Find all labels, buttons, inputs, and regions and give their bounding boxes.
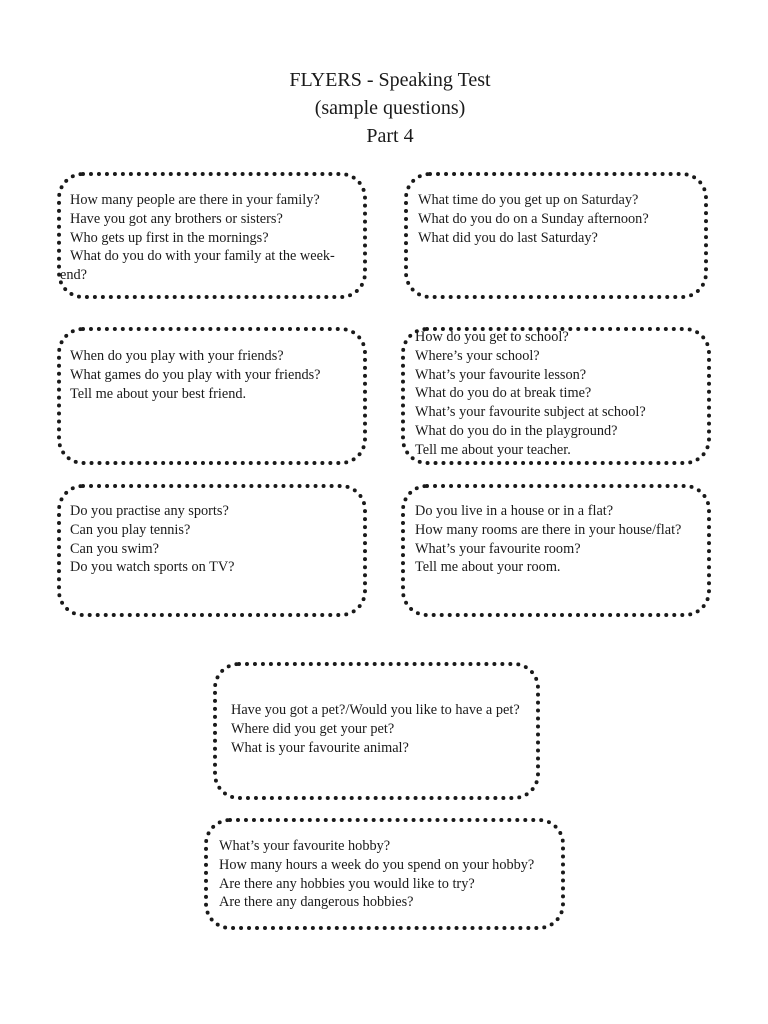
question-item: What’s your favourite lesson? <box>415 366 587 383</box>
question-item: How many people are there in your family? <box>70 192 320 208</box>
question-list-pets <box>231 701 520 757</box>
question-item: Have you got any brothers or sisters? <box>70 210 283 227</box>
question-item: What’s your favourite room? <box>415 540 581 557</box>
question-item: When do you play with your friends? <box>70 348 284 364</box>
question-list-school <box>415 328 646 460</box>
question-list-sports <box>70 502 235 577</box>
question-list-hobbies <box>219 837 534 912</box>
question-item: Do you watch sports on TV? <box>70 559 235 576</box>
question-item: Where’s your school? <box>415 347 540 364</box>
question-item: Can you swim? <box>70 540 159 557</box>
question-item: What is your favourite animal? <box>231 739 409 756</box>
question-item: Tell me about your best friend. <box>70 385 247 402</box>
question-item: What do you do in the playground? <box>415 422 618 439</box>
title-line-2: (sample questions) <box>314 97 466 119</box>
question-item: What do you do on a Sunday afternoon? <box>418 210 649 227</box>
question-item: How do you get to school? <box>415 329 569 345</box>
question-item: Tell me about your teacher. <box>415 441 571 458</box>
question-item: What’s your favourite hobby? <box>219 838 391 854</box>
question-item: What did you do last Saturday? <box>418 229 598 246</box>
question-list-friends <box>70 347 321 403</box>
question-item: Have you got a pet?/Would you like to have a pet? <box>231 702 520 718</box>
page-title <box>0 66 768 150</box>
question-item: What games do you play with your friends? <box>70 366 321 383</box>
question-item: Are there any hobbies you would like to try? <box>219 875 475 892</box>
question-item: What’s your favourite subject at school? <box>415 404 646 421</box>
question-item: How many rooms are there in your house/flat? <box>415 521 682 538</box>
question-item: What do you do with your family at the week-end? <box>60 248 335 284</box>
question-item: How many hours a week do you spend on your hobby? <box>219 856 535 873</box>
question-item: Who gets up first in the mornings? <box>70 229 269 246</box>
title-line-3: Part 4 <box>366 125 414 147</box>
question-item: Can you play tennis? <box>70 521 191 538</box>
question-item: Tell me about your room. <box>415 559 561 576</box>
question-list-weekend <box>418 191 649 247</box>
question-list-family <box>60 191 352 285</box>
question-item: What do you do at break time? <box>415 385 592 402</box>
question-item: What time do you get up on Saturday? <box>418 192 639 208</box>
question-item: Are there any dangerous hobbies? <box>219 894 414 911</box>
title-line-1: FLYERS - Speaking Test <box>289 69 491 91</box>
question-list-home <box>415 502 681 577</box>
question-item: Do you practise any sports? <box>70 503 229 519</box>
question-item: Where did you get your pet? <box>231 720 395 737</box>
question-item: Do you live in a house or in a flat? <box>415 503 614 519</box>
